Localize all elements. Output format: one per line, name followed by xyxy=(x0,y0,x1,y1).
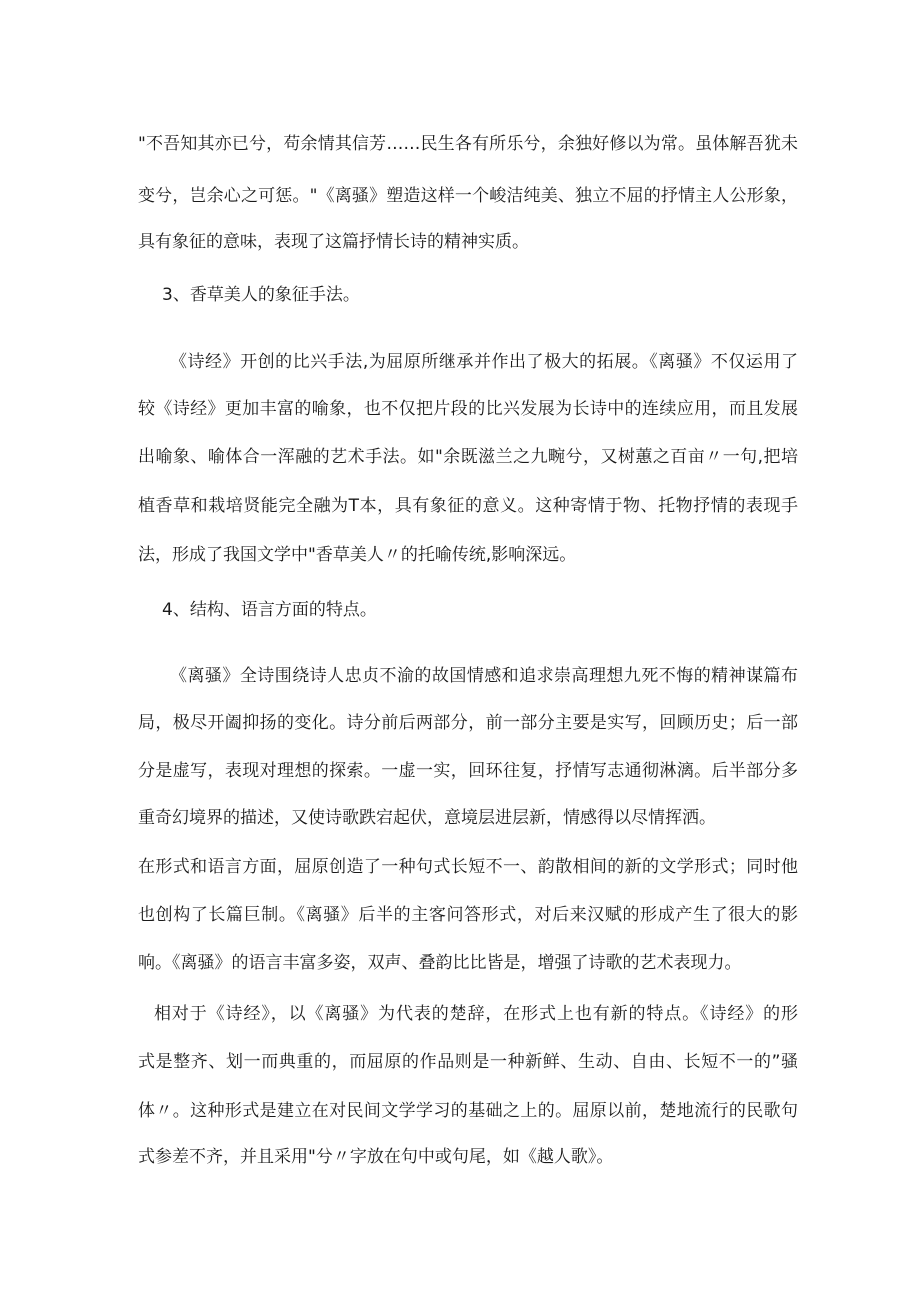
para3-line-3: 分是虚写，表现对理想的探索。一虚一实，回环往复，抒情写志通彻淋漓。后半部分多 xyxy=(138,761,798,781)
para5-line-2: 式是整齐、划一而典重的，而屈原的作品则是一种新鲜、生动、自由、长短不一的”骚 xyxy=(138,1052,798,1072)
para5-line-4: 式参差不齐，并且采用"兮〃字放在句中或句尾，如《越人歌》。 xyxy=(138,1147,614,1167)
para3-line-4: 重奇幻境界的描述，又使诗歌跌宕起伏，意境层进层新，情感得以尽情挥洒。 xyxy=(138,808,716,828)
para1-line-3: 具有象征的意味，表现了这篇抒情长诗的精神实质。 xyxy=(138,232,529,252)
para3-line-2: 局，极尽开阖抑扬的变化。诗分前后两部分，前一部分主要是实写，回顾历史；后一部 xyxy=(138,713,798,733)
para2-line-2: 较《诗经》更加丰富的喻象，也不仅把片段的比兴发展为长诗中的连续应用，而且发展 xyxy=(138,399,798,419)
para2-line-4: 植香草和栽培贤能完全融为T本，具有象征的意义。这种寄情于物、托物抒情的表现手 xyxy=(138,496,798,516)
para2-line-5: 法，形成了我国文学中"香草美人〃的托喻传统,影响深远。 xyxy=(138,545,577,565)
para5-line-1: 相对于《诗经》，以《离骚》为代表的楚辞，在形式上也有新的特点。《诗经》的形 xyxy=(154,1004,798,1024)
para1-line-1: "不吾知其亦已兮，苟余情其信芳……民生各有所乐兮，余独好修以为常。虽体解吾犹未 xyxy=(138,134,798,154)
para4-line-3: 响。《离骚》的语言丰富多姿，双声、叠韵比比皆是，增强了诗歌的艺术表现力。 xyxy=(138,953,742,973)
para2-line-3: 出喻象、喻体合一浑融的艺术手法。如"余既滋兰之九畹兮，又树蕙之百亩〃一句,把培 xyxy=(138,447,798,467)
section-heading-3: 3、香草美人的象征手法。 xyxy=(162,285,360,305)
para5-line-3: 体〃。这种形式是建立在对民间文学学习的基础之上的。屈原以前，楚地流行的民歌句 xyxy=(138,1101,798,1121)
para1-line-2: 变兮，岂余心之可惩。"《离骚》塑造这样一个峻洁纯美、独立不屈的抒情主人公形象， xyxy=(138,186,798,206)
para3-line-1: 《离骚》全诗围绕诗人忠贞不渝的故国情感和追求崇高理想九死不悔的精神谋篇布 xyxy=(170,666,798,686)
section-heading-4: 4、结构、语言方面的特点。 xyxy=(162,600,377,620)
para4-line-2: 也创构了长篇巨制。《离骚》后半的主客问答形式，对后来汉赋的形成产生了很大的影 xyxy=(138,905,798,925)
para4-line-1: 在形式和语言方面，屈原创造了一种句式长短不一、韵散相间的新的文学形式；同时他 xyxy=(138,857,798,877)
para2-line-1: 《诗经》开创的比兴手法,为屈原所继承并作出了极大的拓展。《离骚》不仅运用了 xyxy=(170,352,798,372)
